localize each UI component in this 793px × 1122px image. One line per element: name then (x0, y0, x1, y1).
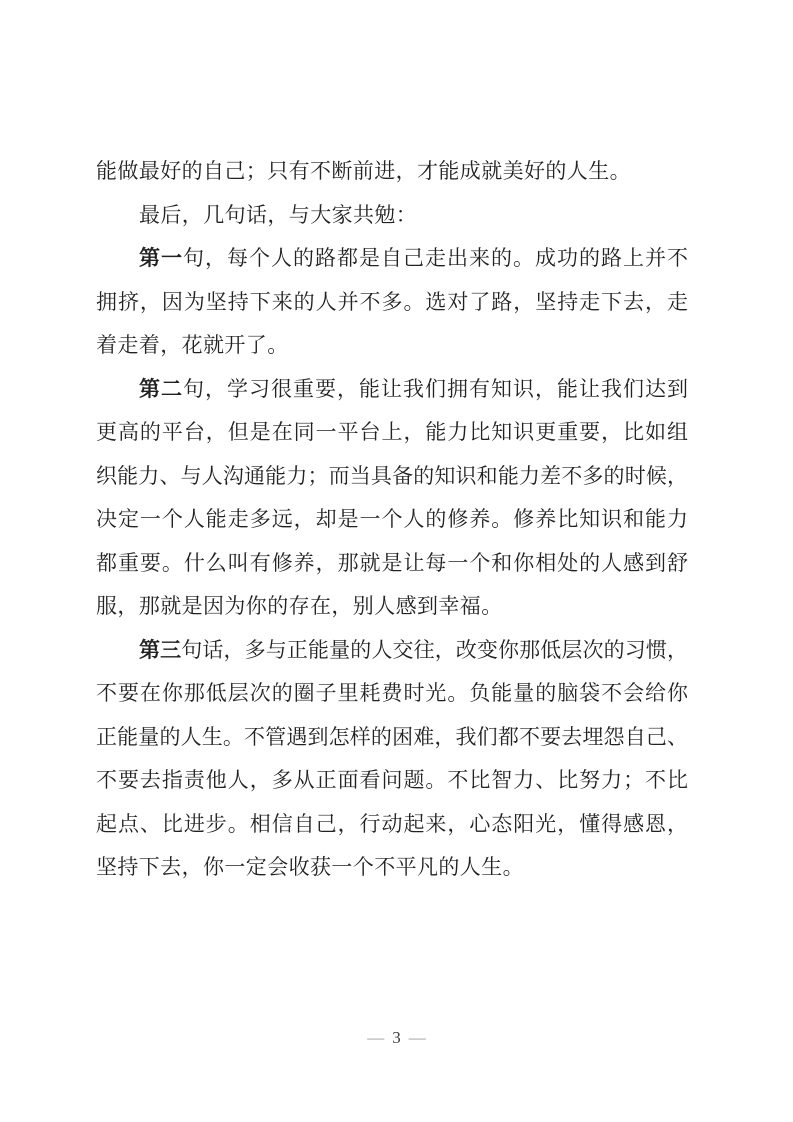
line-text: 服，那就是因为你的存在，别人感到幸福。 (96, 594, 503, 618)
text-line (96, 194, 688, 238)
text-line (96, 716, 688, 760)
page-footer (0, 1028, 793, 1048)
line-text: 能做最好的自己；只有不断前进，才能成就美好的人生。 (96, 159, 631, 183)
line-text: 句，每个人的路都是自己走出来的。成功的路上并不 (183, 246, 688, 270)
text-line (96, 585, 688, 629)
text-line (96, 237, 688, 281)
line-text: 织能力、与人沟通能力；而当具备的知识和能力差不多的时候， (96, 463, 688, 488)
line-text: 拥挤，因为坚持下来的人并不多。选对了路，坚持走下去，走 (96, 289, 688, 314)
footer-dash-right: — (408, 1028, 426, 1047)
text-line (96, 759, 688, 803)
text-line (96, 542, 688, 586)
text-line (96, 150, 688, 194)
line-text: 都重要。什么叫有修养，那就是让每一个和你相处的人感到舒 (96, 550, 688, 575)
line-text: 坚持下去，你一定会收获一个不平凡的人生。 (96, 855, 524, 879)
text-line (96, 629, 688, 673)
document-body (96, 150, 688, 890)
text-line (96, 455, 688, 499)
paragraph-lead-bold: 第三 (139, 637, 182, 662)
text-line (96, 498, 688, 542)
line-text: 句，学习很重要，能让我们拥有知识，能让我们达到 (183, 376, 688, 401)
text-line (96, 846, 688, 890)
paragraph-lead-bold: 第一 (139, 246, 183, 270)
line-text: 句话，多与正能量的人交往，改变你那低层次的习惯， (181, 637, 689, 662)
line-text: 更高的平台，但是在同一平台上，能力比知识更重要，比如组 (96, 420, 688, 444)
text-line (96, 324, 688, 368)
line-text: 正能量的人生。不管遇到怎样的困难，我们都不要去埋怨自己、 (96, 724, 688, 749)
paragraph-lead-bold: 第二 (139, 376, 183, 401)
line-text: 不要去指责他人，多从正面看问题。不比智力、比努力；不比 (96, 768, 688, 792)
text-line (96, 672, 688, 716)
text-line (96, 411, 688, 455)
footer-dash-left: — (367, 1028, 385, 1047)
line-text: 最后，几句话，与大家共勉： (139, 202, 418, 227)
line-text: 决定一个人能走多远，却是一个人的修养。修养比知识和能力 (96, 507, 688, 531)
text-line (96, 803, 688, 847)
line-text: 不要在你那低层次的圈子里耗费时光。负能量的脑袋不会给你 (96, 681, 688, 705)
line-text: 起点、比进步。相信自己，行动起来，心态阳光，懂得感恩， (96, 811, 688, 836)
text-line (96, 368, 688, 412)
text-line (96, 281, 688, 325)
page-number: 3 (392, 1028, 401, 1047)
line-text: 着走着，花就开了。 (96, 333, 289, 357)
